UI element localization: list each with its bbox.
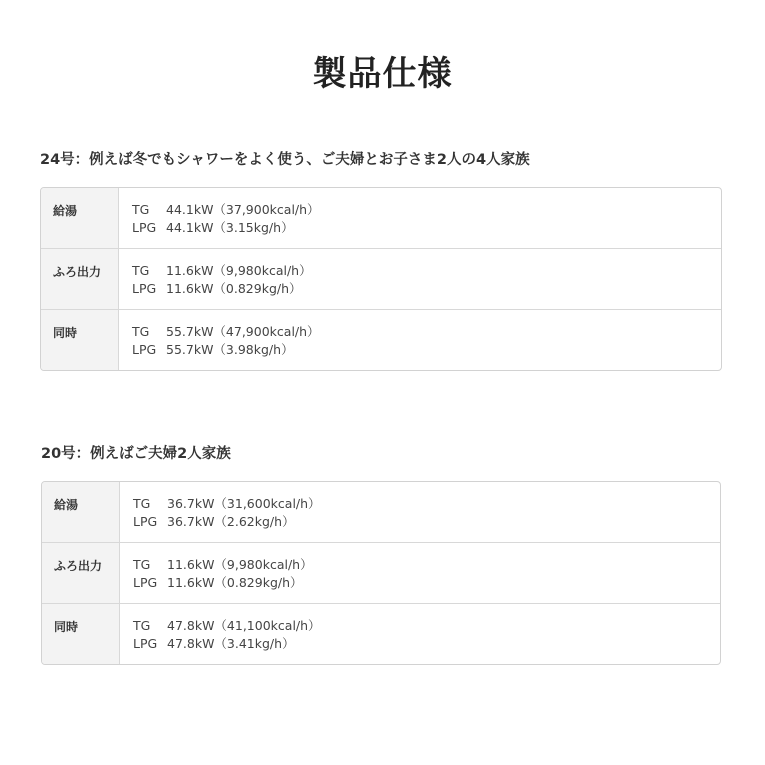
spec-value: 11.6kW（9,980kcal/h） — [166, 263, 312, 278]
spec-line-tg — [133, 495, 720, 513]
spec-value: 11.6kW（9,980kcal/h） — [167, 557, 313, 572]
spec-line-tg — [132, 201, 721, 219]
page-title: 製品仕様 — [312, 54, 453, 94]
spec-line-tg — [133, 617, 720, 635]
spec-values — [120, 604, 720, 664]
spec-line-lpg — [132, 219, 721, 237]
fuel-type: LPG — [133, 636, 158, 651]
spec-label: ふろ出力 — [41, 249, 119, 309]
spec-values — [119, 310, 721, 370]
spec-label: 給湯 — [41, 188, 119, 248]
fuel-type: LPG — [132, 220, 157, 235]
fuel-type: LPG — [133, 575, 158, 590]
spec-line-lpg — [133, 574, 720, 592]
spec-value: 44.1kW（37,900kcal/h） — [166, 202, 320, 217]
spec-label: 同時 — [42, 604, 120, 664]
fuel-type: TG — [132, 263, 150, 278]
spec-table — [40, 187, 722, 371]
fuel-type: TG — [133, 618, 151, 633]
spec-row-bath-output — [42, 542, 720, 603]
spec-row-simultaneous — [41, 309, 721, 370]
spec-label: 同時 — [41, 310, 119, 370]
fuel-type: TG — [132, 202, 150, 217]
section-heading: 20号：例えばご夫婦2人家族 — [41, 446, 231, 462]
spec-values — [119, 188, 721, 248]
spec-line-lpg — [132, 280, 721, 298]
spec-value: 11.6kW（0.829kg/h） — [166, 281, 302, 296]
spec-line-lpg — [132, 341, 721, 359]
spec-line-tg — [133, 556, 720, 574]
fuel-type: LPG — [133, 514, 158, 529]
fuel-type: LPG — [132, 342, 157, 357]
spec-value: 36.7kW（2.62kg/h） — [167, 514, 295, 529]
spec-line-lpg — [133, 513, 720, 531]
spec-value: 55.7kW（3.98kg/h） — [166, 342, 294, 357]
spec-row-simultaneous — [42, 603, 720, 664]
spec-table — [41, 481, 721, 665]
spec-line-tg — [132, 323, 721, 341]
fuel-type: TG — [132, 324, 150, 339]
spec-label: ふろ出力 — [42, 543, 120, 603]
spec-values — [120, 482, 720, 542]
section-heading: 24号：例えば冬でもシャワーをよく使う、ご夫婦とお子さま2人の4人家族 — [40, 152, 530, 168]
spec-values — [119, 249, 721, 309]
fuel-type: TG — [133, 496, 151, 511]
spec-row-hot-water — [42, 482, 720, 542]
spec-values — [120, 543, 720, 603]
fuel-type: TG — [133, 557, 151, 572]
spec-value: 47.8kW（41,100kcal/h） — [167, 618, 321, 633]
spec-value: 36.7kW（31,600kcal/h） — [167, 496, 321, 511]
spec-section-20 — [40, 444, 722, 665]
spec-row-bath-output — [41, 248, 721, 309]
spec-value: 55.7kW（47,900kcal/h） — [166, 324, 320, 339]
spec-value: 11.6kW（0.829kg/h） — [167, 575, 303, 590]
fuel-type: LPG — [132, 281, 157, 296]
spec-line-tg — [132, 262, 721, 280]
spec-value: 47.8kW（3.41kg/h） — [167, 636, 295, 651]
spec-label: 給湯 — [42, 482, 120, 542]
spec-section-24 — [40, 150, 722, 371]
spec-line-lpg — [133, 635, 720, 653]
spec-value: 44.1kW（3.15kg/h） — [166, 220, 294, 235]
spec-row-hot-water — [41, 188, 721, 248]
